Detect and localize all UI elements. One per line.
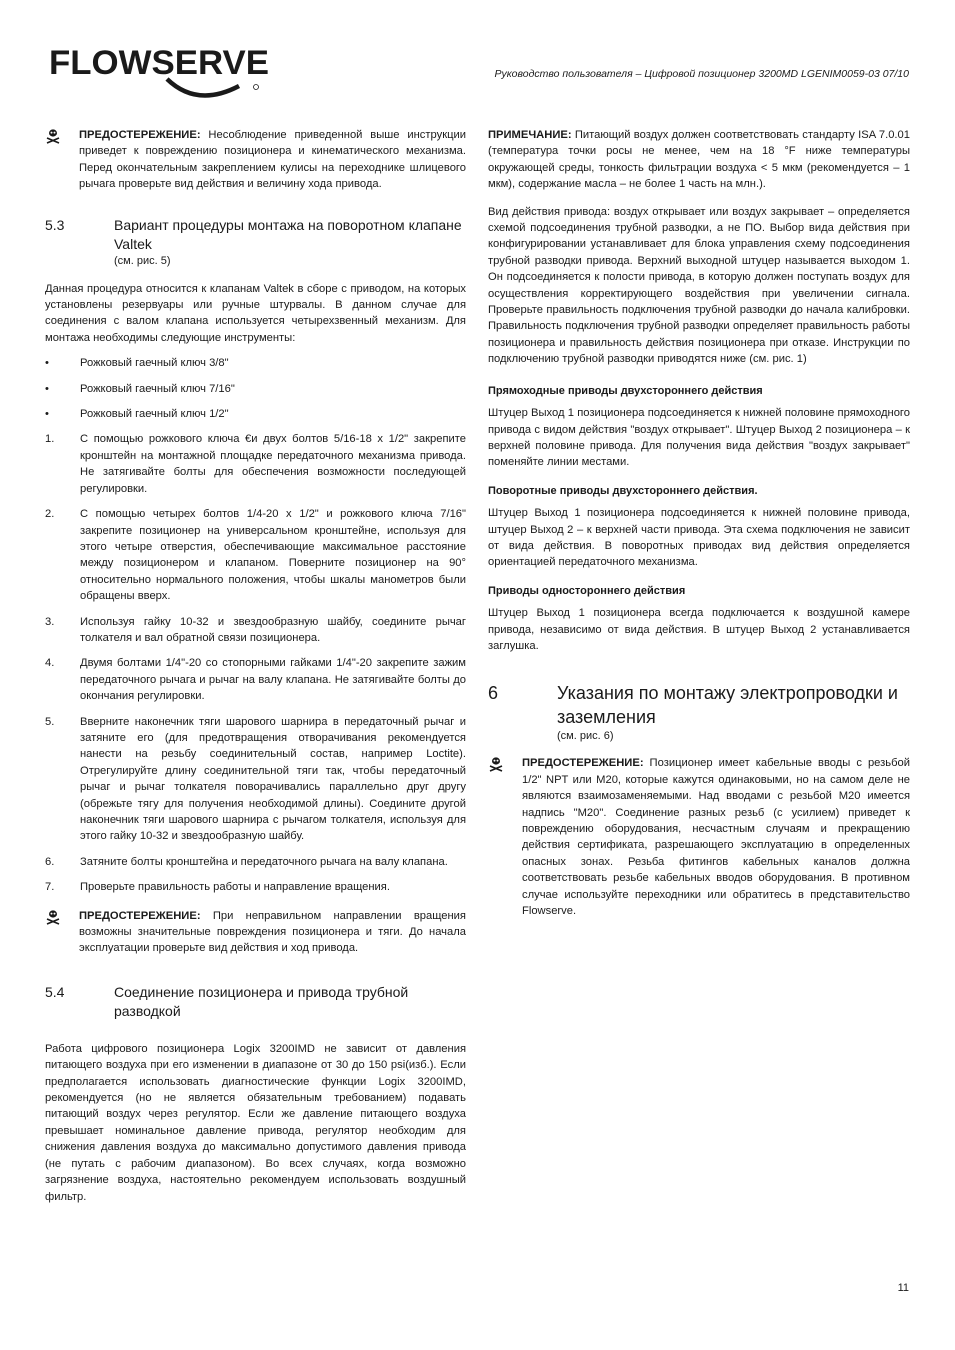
left-column (45, 127, 466, 1205)
step-5: 5. Вверните наконечник тяги шарового шарнира в передаточный рычаг и затяните его (для предотвращения отворачивания рекомендуется нанести на резьбу соединительный состав, например Loctite). Отрегулируйте длину соединительной тяги так, чтобы передаточный рычаг и рычаг толкателя поворачивались параллельно друг другу (обрежьте тягу для получения необходимой длины). Соедините другой наконечник тяги шарового шарнира с рычагом толкателя, используя для этого гайку 10-32 и звездообразную шайбу. (45, 715, 466, 843)
step-2: 2. С помощью четырех болтов 1/4-20 x 1/2" и рожкового ключа 7/16" закрепите позиционер на универсальном кронштейне, используя для этого четыре отверстия, обеспечивающие максимальное расстояние между позиционером и клапаном. Поверните позиционер на 90° относительно нормального положения, чтобы шкалы манометров были обращены вверх. (45, 508, 466, 603)
page-number: 11 (897, 1282, 909, 1294)
warning-3: ПРЕДОСТЕРЕЖЕНИЕ: Позиционер имеет кабельные вводы с резьбой 1/2" NPT или M20, которые кажутся одинаковыми, но на самом деле не являются взаимозаменяемыми. Над вводами с резьбой M20 имеется надпись "M20". Соединение разных резьб (с усилием) приведет к повреждению оборудования, несчастным случаям и прекращению действия сертификата, разрешающего эксплуатацию в определенных опасных зонах. Резьба фитингов кабельных каналов должна соответствовать резьбе кабельных вводов оборудования. В противном случае используйте переходники или обратитесь в представительство Flowserve. (488, 755, 910, 919)
step-3: 3. Используя гайку 10-32 и звездообразную шайбу, соедините рычаг толкателя и вал обратной связи позиционера. (45, 615, 466, 644)
right-column (488, 127, 910, 919)
step-7: 7. Проверьте правильность работы и направление вращения. (45, 881, 390, 894)
subheading-linear-double: Прямоходные приводы двухстороннего действия (488, 384, 763, 397)
subheading-rotary-double: Поворотные приводы двухстороннего действия. (488, 484, 758, 497)
section-5-4-paragraph: Работа цифрового позиционера Logix 3200IMD не зависит от давления питающего воздуха при его изменении в диапазоне от 30 до 150 psi(изб.). Если предполагается использовать диагностические функции Logix 3200IMD, рекомендуется (но не является обязательным требованием) подавать питающий воздух через регулятор. Если же давление питающего воздуха превышает номинальное давление привода, регулятор необходим для снижения давления воздуха до максимально допустимого давления привода (не путать с рабочим диапазоном). Во всех случаях, когда возможно загрязнение воздуха, настоятельно рекомендуем использовать воздушный фильтр. (45, 1042, 466, 1203)
step-6: 6. Затяните болты кронштейна и передаточного рычага на валу клапана. (45, 855, 448, 868)
section-5-4-heading: 5.4 Соединение позиционера и привода трубной разводкой (45, 983, 409, 1019)
flowserve-logo (47, 42, 272, 106)
section-6-heading: 6 Указания по монтажу электропроводки и заземления (см. рис. 6) (488, 683, 898, 743)
rotary-double-paragraph: Штуцер Выход 1 позиционера подсоединяется к нижней половине привода, штуцер Выход 2 – к верхней части привода. Эта схема подключения не зависит от вида действия. В поворотных приводах вид действия определяется ориентацией передаточного механизма. (488, 507, 910, 569)
step-1: 1. С помощью рожкового ключа €и двух болтов 5/16-18 x 1/2" закрепите кронштейн на монтажной площадке передаточного механизма привода. Не затягивайте болты для обеспечения возможности последующей регулировки. (45, 433, 466, 495)
note-paragraph: ПРИМЕЧАНИЕ: Питающий воздух должен соответствовать стандарту ISA 7.0.01 (температура точки росы не менее, чем на 18 °F ниже температуры окружающей среды, тонкость фильтрации воздуха < 5 мкм (рекомендуется – 1 мкм), содержание масла – не более 1 часть на млн.). (488, 129, 910, 191)
skull-crossbones-icon (488, 756, 504, 772)
step-4: 4. Двумя болтами 1/4"-20 со стопорными гайками 1/4"-20 закрепите зажим передаточного рычага и рычаг на валу клапана. Не затягивайте болты до окончания регулировки. (45, 657, 466, 703)
list-item: • Рожковый гаечный ключ 7/16" (45, 382, 235, 395)
list-item: • Рожковый гаечный ключ 3/8" (45, 357, 229, 370)
subheading-single-acting: Приводы одностороннего действия (488, 584, 686, 597)
skull-crossbones-icon (45, 909, 61, 925)
logo-wordmark: FLOWSERVE (49, 44, 269, 82)
warning-2: ПРЕДОСТЕРЕЖЕНИЕ: При неправильном направлении вращения возможны значительные повреждения позиционера и тяги. До начала эксплуатации проверьте вид действия и ход привода. (45, 908, 466, 957)
warning-1: ПРЕДОСТЕРЕЖЕНИЕ: Несоблюдение приведенной выше инструкции приведет к повреждению позиционера и кинематического механизма. Перед окончательным закреплением кулисы на переходнике шлицевого рычага проверьте вид действия и величину хода привода. (45, 127, 466, 193)
skull-crossbones-icon (45, 128, 61, 144)
intro-paragraph: Данная процедура относится к клапанам Valtek в сборе с приводом, на которых установлены резервуары или ручные штурвалы. В данном случае для соединения с валом клапана используется четырехзвенный механизм. Для монтажа необходимы следующие инструменты: (45, 282, 466, 344)
linear-double-paragraph: Штуцер Выход 1 позиционера подсоединяется к нижней половине прямоходного привода с видом действия "воздух открывает". Штуцер Выход 2 позиционера – к верхней половине привода. Для получения вида действия "воздух закрывает" поменяйте линии местами. (488, 407, 910, 469)
action-paragraph: Вид действия привода: воздух открывает или воздух закрывает – определяется схемой подсоединения трубной разводки, а не ПО. Выбор вида действия при конфигурировании устанавливает для блока управления схему подсоединения трубной разводки привода. Верхний выходной штуцер называется выходом 1. Он подсоединяется к полости привода, в которую должен поступать воздух для осуществления корректирующего воздействия при увеличении сигнала. Проверьте правильность подключения трубной разводки до начала калибровки. Правильность подключения трубной разводки определяет правильность работы позиционера и правильность действия позиционера при отказе. Инструкции по подключению трубной разводки приводятся ниже (см. рис. 1) (488, 205, 910, 366)
section-5-3-heading: 5.3 Вариант процедуры монтажа на поворотном клапане Valtek (см. рис. 5) (45, 216, 462, 267)
single-acting-paragraph: Штуцер Выход 1 позиционера всегда подключается к воздушной камере привода, независимо от вида действия. В штуцер Выход 2 устанавливается заглушка. (488, 607, 910, 652)
list-item: • Рожковый гаечный ключ 1/2" (45, 408, 229, 421)
document-title: Руководство пользователя – Цифровой позиционер 3200MD LGENIM0059-03 07/10 (494, 68, 909, 80)
